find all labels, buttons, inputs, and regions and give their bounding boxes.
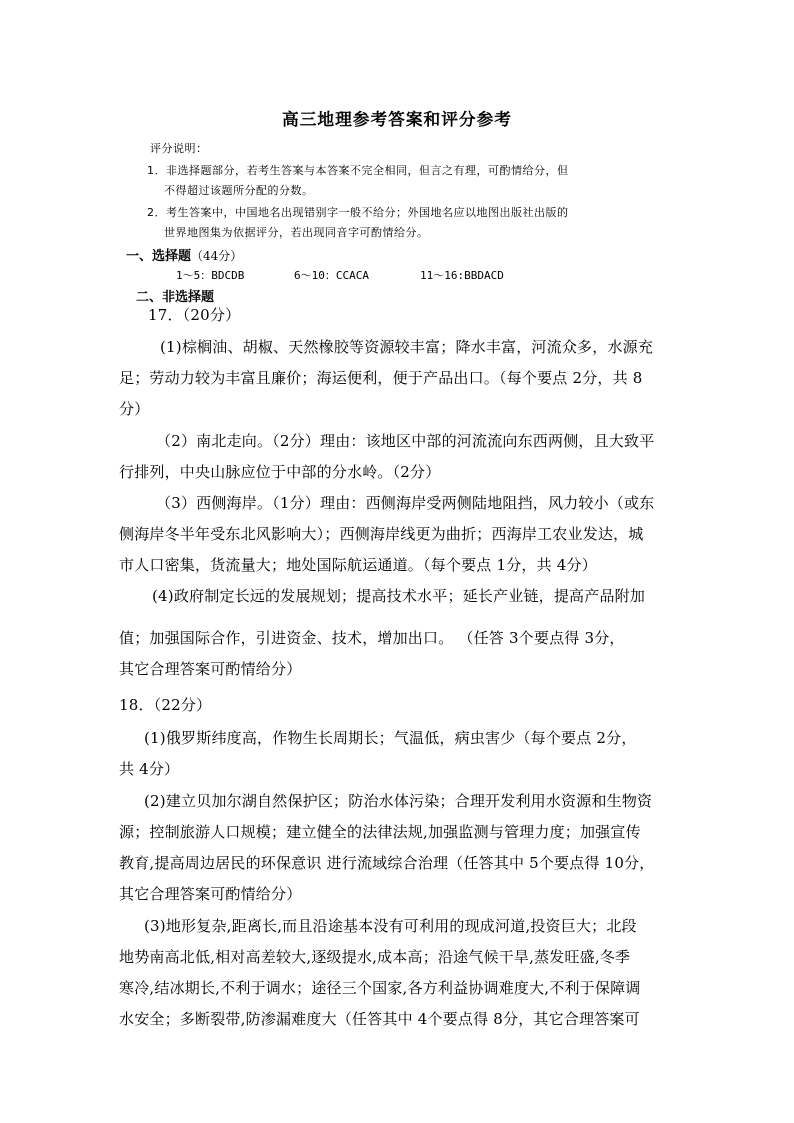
q17-part-4-line-1: (4)政府制定长远的发展规划；提高技术水平；延长产业链，提高产品附加 [152, 587, 646, 605]
note-2-line-1: 2．考生答案中，中国地名出现错别字一般不给分；外国地名应以地图出版社出版的 [147, 206, 569, 219]
q17-part-3-line-2: 侧海岸冬半年受东北风影响大）；西侧海岸线更为曲折；西海岸工农业发达，城 [119, 525, 644, 543]
q18-part-2-line-2: 源；控制旅游人口规模；建立健全的法律法规,加强监测与管理力度；加强宣传 [119, 823, 641, 841]
q18-part-3-line-4: 水安全；多断裂带,防渗漏难度大（任答其中 4个要点得 8分，其它合理答案可 [119, 1010, 640, 1028]
section-2-heading: 二、非选择题 [136, 290, 215, 305]
q17-part-4-line-3: 其它合理答案可酌情给分） [119, 660, 302, 678]
q17-part-1-line-2: 足；劳动力较为丰富且廉价；海运便利，便于产品出口。（每个要点 2分，共 8 [119, 369, 643, 387]
answers-11-16: 11～16:BBDACD [420, 269, 504, 282]
note-2-line-2: 世界地图集为依据评分，若出现同音字可酌情给分。 [164, 226, 429, 239]
note-1-line-1: 1．非选择题部分，若考生答案与本答案不完全相同，但言之有理，可酌情给分，但 [147, 164, 569, 177]
q17-part-2-line-1: （2）南北走向。（2分）理由：该地区中部的河流流向东西两侧，且大致平 [156, 432, 655, 450]
q18-part-2-line-3: 教育,提高周边居民的环保意识 进行流域综合治理（任答其中 5个要点得 10分， [119, 854, 655, 872]
q18-part-3-line-2: 地势南高北低,相对高差较大,逐级提水,成本高；沿途气候干旱,蒸发旺盛,冬季 [119, 948, 631, 966]
section-1-heading [126, 245, 242, 264]
answers-6-10: 6～10：CCACA [294, 269, 369, 282]
q17-part-4-line-2: 值；加强国际合作，引进资金、技术，增加出口。 （任答 3个要点得 3分， [119, 629, 625, 647]
page-title: 高三地理参考答案和评分参考 [282, 109, 512, 129]
section-1-score: （44分） [191, 249, 243, 263]
q18-label: 18．（22分） [119, 696, 212, 714]
section-1-title: 一、选择题 [126, 249, 192, 264]
q17-label: 17．（20分） [148, 306, 241, 324]
q17-part-2-line-2: 行排列，中央山脉应位于中部的分水岭。（2分） [119, 463, 441, 481]
q18-part-1-line-2: 共 4分） [119, 760, 180, 778]
q17-part-1-line-3: 分） [119, 400, 150, 418]
q17-part-3-line-3: 市人口密集，货流量大；地处国际航运通道。（每个要点 1分，共 4分） [119, 556, 597, 574]
q17-part-1-line-1: (1)棕榈油、胡椒、天然橡胶等资源较丰富；降水丰富，河流众多，水源充 [160, 338, 654, 356]
q18-part-2-line-4: 其它合理答案可酌情给分） [119, 885, 302, 903]
q18-part-2-line-1: (2)建立贝加尔湖自然保护区；防治水体污染；合理开发利用水资源和生物资 [144, 792, 653, 810]
q17-part-3-line-1: （3）西侧海岸。（1分）理由：西侧海岸受两侧陆地阻挡，风力较小（或东 [156, 494, 655, 512]
answers-1-5: 1～5：BDCDB [176, 269, 245, 282]
q18-part-1-line-1: (1)俄罗斯纬度高，作物生长周期长；气温低，病虫害少（每个要点 2分， [144, 729, 637, 747]
q18-part-3-line-3: 寒冷,结冰期长,不利于调水；途径三个国家,各方利益协调难度大,不利于保障调 [119, 979, 641, 997]
note-1-line-2: 不得超过该题所分配的分数。 [164, 184, 314, 197]
notes-heading: 评分说明： [150, 142, 208, 155]
q18-part-3-line-1: (3)地形复杂,距离长,而且沿途基本没有可利用的现成河道,投资巨大；北段 [144, 917, 637, 935]
